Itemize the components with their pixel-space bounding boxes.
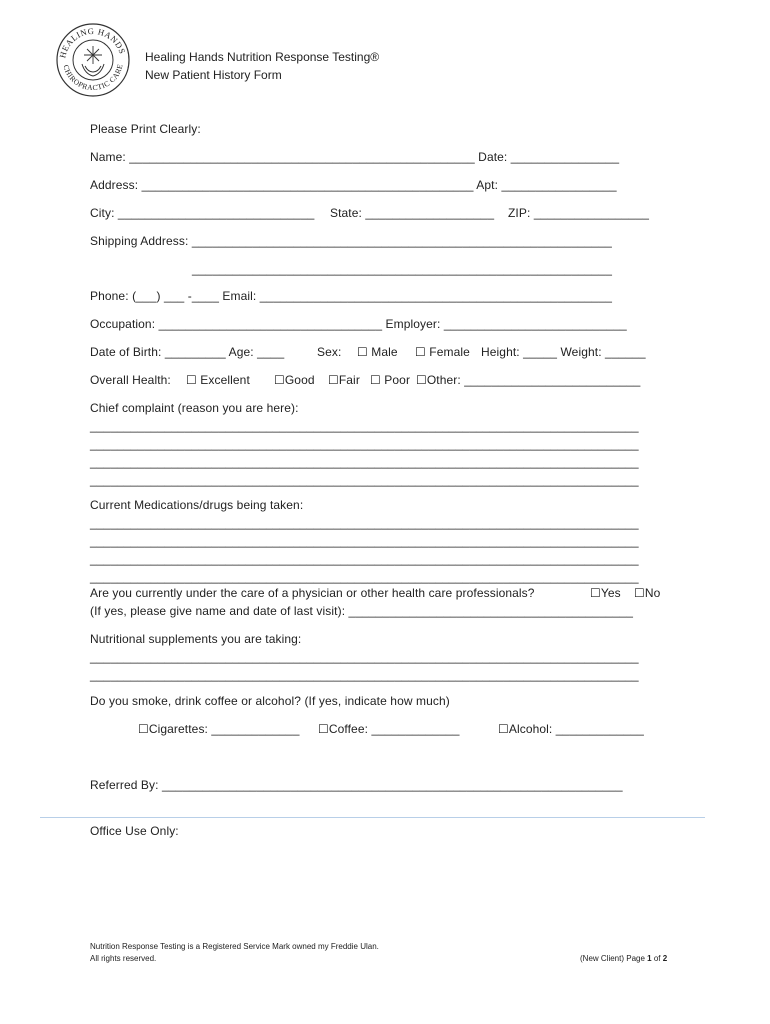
healing-hands-logo — [55, 22, 131, 98]
good-checkbox[interactable]: ☐Good — [274, 373, 315, 387]
medications-label: Current Medications/drugs being taken: — [90, 498, 304, 512]
alcohol-checkbox[interactable]: ☐Alcohol: _____________ — [498, 722, 644, 736]
footer-rights-note: All rights reserved. — [90, 954, 157, 963]
city-field[interactable]: City: _____________________________ — [90, 206, 315, 220]
logo-bottom-text: CHIROPRACTIC CARE — [61, 62, 125, 93]
dob-age-field[interactable]: Date of Birth: _________ Age: ____ — [90, 345, 285, 359]
physician-no-checkbox[interactable]: ☐No — [634, 586, 661, 600]
chief-complaint-line[interactable]: _________________________________________________________________________________ — [90, 437, 639, 451]
coffee-checkbox[interactable]: ☐Coffee: _____________ — [318, 722, 460, 736]
footer-trademark-note: Nutrition Response Testing is a Registered Service Mark owned my Freddie Ulan. — [90, 942, 379, 951]
logo-top-text: HEALING HANDS — [57, 25, 128, 59]
supplements-line[interactable]: _________________________________________________________________________________ — [90, 650, 639, 664]
excellent-checkbox[interactable]: ☐ Excellent — [186, 373, 250, 387]
occupation-employer-field[interactable]: Occupation: _________________________________ Employer: ___________________________ — [90, 317, 627, 331]
medications-line[interactable]: _________________________________________________________________________________ — [90, 552, 639, 566]
chief-complaint-line[interactable]: _________________________________________________________________________________ — [90, 455, 639, 469]
shipping-address-field[interactable]: Shipping Address: ______________________________________________________________ — [90, 234, 612, 248]
physician-question: Are you currently under the care of a physician or other health care professionals? — [90, 586, 535, 600]
referred-by-field[interactable]: Referred By: ____________________________________________________________________ — [90, 778, 623, 792]
divider — [40, 817, 705, 818]
print-clearly-label: Please Print Clearly: — [90, 122, 201, 136]
cigarettes-checkbox[interactable]: ☐Cigarettes: _____________ — [138, 722, 300, 736]
zip-field[interactable]: ZIP: _________________ — [508, 206, 649, 220]
star-icon — [84, 46, 102, 64]
page-of: of — [651, 954, 663, 963]
page-total: 2 — [662, 954, 668, 963]
other-checkbox[interactable]: ☐Other: __________________________ — [416, 373, 641, 387]
sex-label: Sex: — [317, 345, 342, 359]
chief-complaint-label: Chief complaint (reason you are here): — [90, 401, 299, 415]
medications-line[interactable]: _________________________________________________________________________________ — [90, 516, 639, 530]
phone-email-field[interactable]: Phone: (___) ___ -____ Email: ____________________________________________________ — [90, 289, 613, 303]
supplements-label: Nutritional supplements you are taking: — [90, 632, 302, 646]
smoke-coffee-alcohol-question: Do you smoke, drink coffee or alcohol? (If yes, indicate how much) — [90, 694, 450, 708]
poor-checkbox[interactable]: ☐ Poor — [370, 373, 411, 387]
physician-detail-field[interactable]: (If yes, please give name and date of last visit): __________________________________________ — [90, 604, 634, 618]
page-indicator — [580, 954, 667, 963]
page-prefix: (New Client) Page — [580, 954, 648, 963]
medications-line[interactable]: _________________________________________________________________________________ — [90, 570, 639, 584]
physician-yes-checkbox[interactable]: ☐Yes — [590, 586, 621, 600]
male-checkbox[interactable]: ☐ Male — [357, 345, 398, 359]
medications-line[interactable]: _________________________________________________________________________________ — [90, 534, 639, 548]
form-subtitle: New Patient History Form — [145, 68, 282, 82]
overall-health-label: Overall Health: — [90, 373, 171, 387]
hands-icon — [82, 64, 104, 76]
form-title: Healing Hands Nutrition Response Testing® — [145, 50, 380, 64]
page-number: 1 — [647, 954, 652, 963]
female-checkbox[interactable]: ☐ Female — [415, 345, 470, 359]
supplements-line[interactable]: _________________________________________________________________________________ — [90, 668, 639, 682]
name-date-field[interactable]: Name: ___________________________________________________ Date: ________________ — [90, 150, 620, 164]
shipping-address-field-2[interactable]: ______________________________________________________________ — [192, 262, 612, 276]
office-use-label: Office Use Only: — [90, 824, 179, 838]
height-weight-field[interactable]: Height: _____ Weight: ______ — [481, 345, 646, 359]
address-apt-field[interactable]: Address: _________________________________________________ Apt: _________________ — [90, 178, 617, 192]
chief-complaint-line[interactable]: _________________________________________________________________________________ — [90, 419, 639, 433]
fair-checkbox[interactable]: ☐Fair — [328, 373, 360, 387]
state-field[interactable]: State: ___________________ — [330, 206, 495, 220]
chief-complaint-line[interactable]: _________________________________________________________________________________ — [90, 473, 639, 487]
